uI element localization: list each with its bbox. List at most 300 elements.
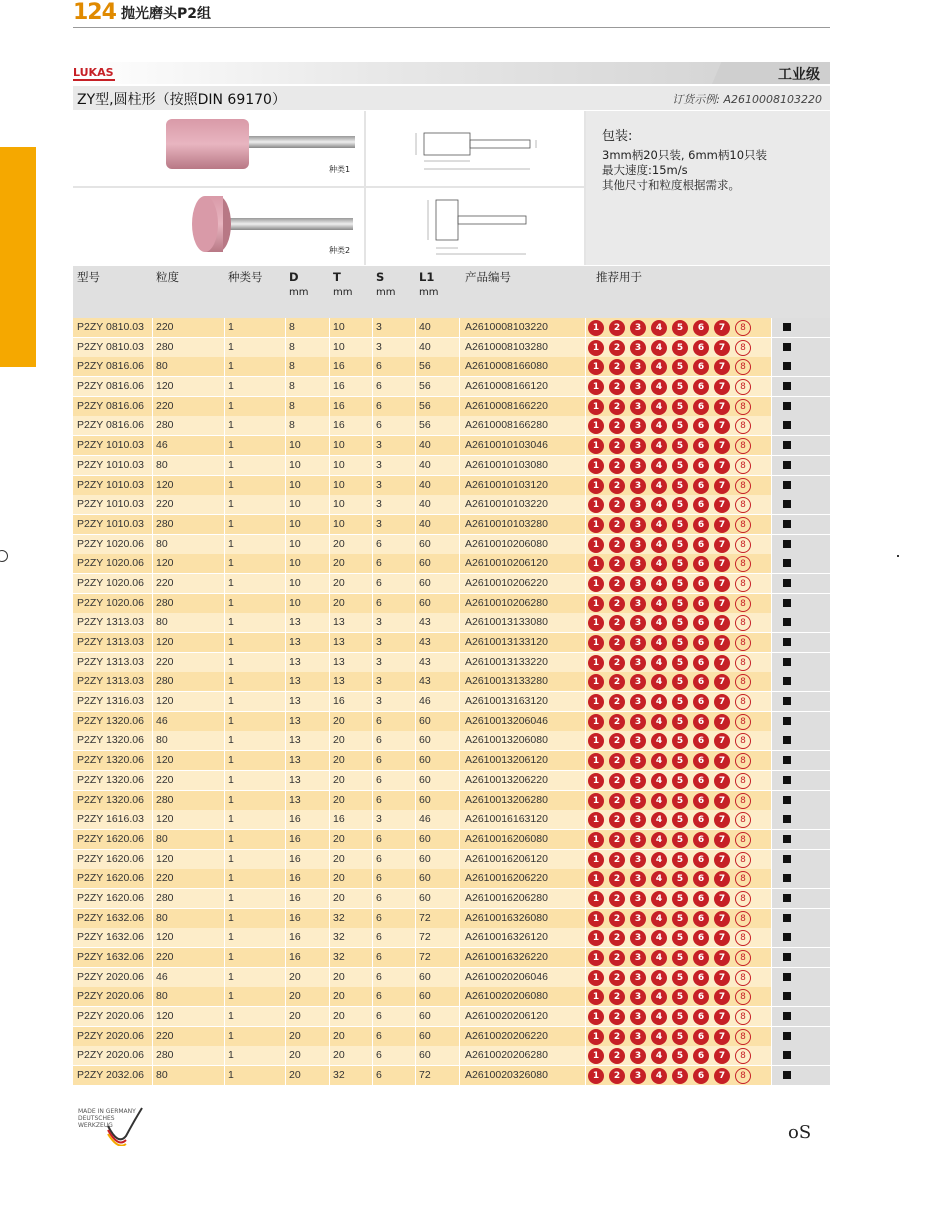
table-row bbox=[73, 1066, 830, 1086]
application-icon-7: 7 bbox=[714, 1029, 730, 1045]
application-icon-4: 4 bbox=[651, 478, 667, 494]
cell-s: 3 bbox=[376, 340, 382, 353]
application-icon-4: 4 bbox=[651, 359, 667, 375]
cell-type: 1 bbox=[228, 557, 234, 570]
cell-grit: 120 bbox=[156, 754, 174, 767]
cell-d: 16 bbox=[289, 872, 301, 885]
application-icon-6: 6 bbox=[693, 714, 709, 730]
recommended-icons bbox=[588, 930, 751, 946]
application-icon-3: 3 bbox=[630, 537, 646, 553]
cell-t: 10 bbox=[333, 478, 345, 491]
cell-model: P2ZY 1313.03 bbox=[77, 675, 144, 688]
application-icon-2: 2 bbox=[609, 418, 625, 434]
availability-square-icon bbox=[783, 559, 791, 567]
application-icon-7: 7 bbox=[714, 714, 730, 730]
cell-t: 20 bbox=[333, 832, 345, 845]
cell-l1: 60 bbox=[419, 596, 431, 609]
cell-grit: 280 bbox=[156, 1049, 174, 1062]
application-icon-3: 3 bbox=[630, 438, 646, 454]
recommended-icons bbox=[588, 537, 751, 553]
application-icon-3: 3 bbox=[630, 517, 646, 533]
cell-d: 13 bbox=[289, 734, 301, 747]
cell-t: 20 bbox=[333, 990, 345, 1003]
cell-product-no: A2610013133080 bbox=[465, 616, 548, 629]
application-icon-5: 5 bbox=[672, 911, 688, 927]
table-row bbox=[73, 869, 830, 889]
application-icon-7: 7 bbox=[714, 753, 730, 769]
table-row bbox=[73, 712, 830, 732]
application-icon-8: 8 bbox=[735, 340, 751, 356]
application-icon-4: 4 bbox=[651, 950, 667, 966]
cell-type: 1 bbox=[228, 813, 234, 826]
table-row bbox=[73, 731, 830, 751]
application-icon-4: 4 bbox=[651, 1029, 667, 1045]
recommended-icons bbox=[588, 832, 751, 848]
application-icon-7: 7 bbox=[714, 1048, 730, 1064]
application-icon-6: 6 bbox=[693, 438, 709, 454]
application-icon-8: 8 bbox=[735, 438, 751, 454]
page-header bbox=[73, 0, 830, 28]
cell-d: 10 bbox=[289, 478, 301, 491]
recommended-icons bbox=[588, 359, 751, 375]
cell-t: 20 bbox=[333, 596, 345, 609]
cell-product-no: A2610013163120 bbox=[465, 695, 548, 708]
cell-product-no: A2610010103080 bbox=[465, 458, 548, 471]
cell-l1: 40 bbox=[419, 458, 431, 471]
application-icon-2: 2 bbox=[609, 1009, 625, 1025]
availability-square-icon bbox=[783, 421, 791, 429]
application-icon-5: 5 bbox=[672, 399, 688, 415]
application-icon-8: 8 bbox=[735, 1029, 751, 1045]
application-icon-1: 1 bbox=[588, 615, 604, 631]
application-icon-1: 1 bbox=[588, 832, 604, 848]
application-icon-1: 1 bbox=[588, 989, 604, 1005]
application-icon-8: 8 bbox=[735, 320, 751, 336]
cell-grit: 120 bbox=[156, 695, 174, 708]
col-l1: L1 mm bbox=[419, 270, 439, 298]
application-icon-1: 1 bbox=[588, 517, 604, 533]
cell-product-no: A2610020206046 bbox=[465, 970, 548, 983]
application-icon-1: 1 bbox=[588, 340, 604, 356]
table-row bbox=[73, 476, 830, 496]
cell-t: 16 bbox=[333, 360, 345, 373]
application-icon-7: 7 bbox=[714, 399, 730, 415]
application-icon-3: 3 bbox=[630, 576, 646, 592]
cell-type: 1 bbox=[228, 1069, 234, 1082]
cell-d: 10 bbox=[289, 537, 301, 550]
application-icon-5: 5 bbox=[672, 537, 688, 553]
cell-l1: 40 bbox=[419, 340, 431, 353]
cell-model: P2ZY 0810.03 bbox=[77, 321, 144, 333]
availability-square-icon bbox=[783, 776, 791, 784]
recommended-icons bbox=[588, 674, 751, 690]
cell-d: 20 bbox=[289, 1029, 301, 1042]
availability-square-icon bbox=[783, 717, 791, 725]
table-row bbox=[73, 810, 830, 830]
recommended-icons bbox=[588, 478, 751, 494]
cell-grit: 120 bbox=[156, 1010, 174, 1023]
application-icon-2: 2 bbox=[609, 1068, 625, 1084]
cell-product-no: A2610010206280 bbox=[465, 596, 548, 609]
application-icon-1: 1 bbox=[588, 1029, 604, 1045]
cell-grit: 46 bbox=[156, 970, 168, 983]
application-icon-7: 7 bbox=[714, 635, 730, 651]
cell-l1: 60 bbox=[419, 990, 431, 1003]
table-row bbox=[73, 928, 830, 948]
cell-s: 6 bbox=[376, 970, 382, 983]
application-icon-4: 4 bbox=[651, 911, 667, 927]
application-icon-3: 3 bbox=[630, 773, 646, 789]
application-icon-6: 6 bbox=[693, 891, 709, 907]
application-icon-4: 4 bbox=[651, 497, 667, 513]
cell-s: 6 bbox=[376, 596, 382, 609]
cell-grit: 220 bbox=[156, 576, 174, 589]
availability-square-icon bbox=[783, 1012, 791, 1020]
recommended-icons bbox=[588, 1029, 751, 1045]
cell-grit: 120 bbox=[156, 380, 174, 393]
application-icon-7: 7 bbox=[714, 497, 730, 513]
application-icon-5: 5 bbox=[672, 950, 688, 966]
table-row bbox=[73, 495, 830, 515]
application-icon-5: 5 bbox=[672, 458, 688, 474]
cell-product-no: A2610016206220 bbox=[465, 872, 548, 885]
application-icon-8: 8 bbox=[735, 950, 751, 966]
cell-model: P2ZY 0816.06 bbox=[77, 399, 144, 412]
availability-square-icon bbox=[783, 933, 791, 941]
recommended-icons bbox=[588, 793, 751, 809]
application-icon-4: 4 bbox=[651, 635, 667, 651]
cell-type: 1 bbox=[228, 458, 234, 471]
table-row bbox=[73, 554, 830, 574]
cell-l1: 60 bbox=[419, 970, 431, 983]
application-icon-2: 2 bbox=[609, 714, 625, 730]
cell-model: P2ZY 2020.06 bbox=[77, 990, 144, 1003]
cell-grit: 80 bbox=[156, 616, 168, 629]
cell-model: P2ZY 1020.06 bbox=[77, 537, 144, 550]
application-icon-7: 7 bbox=[714, 970, 730, 986]
application-icon-5: 5 bbox=[672, 852, 688, 868]
cell-model: P2ZY 1320.06 bbox=[77, 734, 144, 747]
application-icon-6: 6 bbox=[693, 852, 709, 868]
application-icon-2: 2 bbox=[609, 733, 625, 749]
application-icon-1: 1 bbox=[588, 674, 604, 690]
availability-square-icon bbox=[783, 874, 791, 882]
application-icon-1: 1 bbox=[588, 793, 604, 809]
cell-s: 6 bbox=[376, 360, 382, 373]
availability-square-icon bbox=[783, 618, 791, 626]
application-icon-6: 6 bbox=[693, 517, 709, 533]
application-icon-1: 1 bbox=[588, 497, 604, 513]
cell-product-no: A2610016206080 bbox=[465, 832, 548, 845]
application-icon-8: 8 bbox=[735, 773, 751, 789]
application-icon-1: 1 bbox=[588, 694, 604, 710]
application-icon-5: 5 bbox=[672, 773, 688, 789]
application-icon-5: 5 bbox=[672, 615, 688, 631]
cell-l1: 43 bbox=[419, 636, 431, 648]
application-icon-1: 1 bbox=[588, 733, 604, 749]
cell-d: 10 bbox=[289, 557, 301, 570]
cell-l1: 60 bbox=[419, 714, 431, 727]
application-icon-4: 4 bbox=[651, 733, 667, 749]
cell-t: 32 bbox=[333, 1069, 345, 1082]
application-icon-8: 8 bbox=[735, 970, 751, 986]
application-icon-2: 2 bbox=[609, 1029, 625, 1045]
cell-l1: 72 bbox=[419, 951, 431, 963]
cell-s: 6 bbox=[376, 931, 382, 944]
application-icon-2: 2 bbox=[609, 635, 625, 651]
recommended-icons bbox=[588, 615, 751, 631]
cell-s: 6 bbox=[376, 734, 382, 747]
application-icon-4: 4 bbox=[651, 970, 667, 986]
application-icon-3: 3 bbox=[630, 596, 646, 612]
cell-product-no: A2610016206280 bbox=[465, 891, 548, 904]
cell-d: 8 bbox=[289, 419, 295, 432]
recommended-icons bbox=[588, 753, 751, 769]
application-icon-4: 4 bbox=[651, 871, 667, 887]
cell-d: 10 bbox=[289, 576, 301, 589]
table-row bbox=[73, 968, 830, 988]
cell-t: 20 bbox=[333, 734, 345, 747]
recommended-icons bbox=[588, 1068, 751, 1084]
cell-d: 8 bbox=[289, 321, 295, 333]
cell-d: 10 bbox=[289, 517, 301, 530]
application-icon-6: 6 bbox=[693, 418, 709, 434]
cell-t: 10 bbox=[333, 517, 345, 530]
application-icon-5: 5 bbox=[672, 497, 688, 513]
application-icon-3: 3 bbox=[630, 714, 646, 730]
cell-t: 20 bbox=[333, 793, 345, 806]
cell-d: 16 bbox=[289, 951, 301, 963]
cell-type: 1 bbox=[228, 498, 234, 511]
logo-underline bbox=[73, 79, 115, 81]
cell-d: 20 bbox=[289, 1049, 301, 1062]
cell-s: 6 bbox=[376, 832, 382, 845]
cell-d: 13 bbox=[289, 754, 301, 767]
cell-type: 1 bbox=[228, 951, 234, 963]
cell-d: 10 bbox=[289, 458, 301, 471]
availability-square-icon bbox=[783, 1071, 791, 1079]
application-icon-5: 5 bbox=[672, 1029, 688, 1045]
cell-grit: 80 bbox=[156, 537, 168, 550]
cell-l1: 72 bbox=[419, 1069, 431, 1082]
application-icon-1: 1 bbox=[588, 714, 604, 730]
application-icon-2: 2 bbox=[609, 911, 625, 927]
cell-grit: 80 bbox=[156, 832, 168, 845]
application-icon-4: 4 bbox=[651, 418, 667, 434]
oSa-mark: oS bbox=[788, 1122, 812, 1143]
application-icon-3: 3 bbox=[630, 1029, 646, 1045]
application-icon-4: 4 bbox=[651, 930, 667, 946]
cell-model: P2ZY 1020.06 bbox=[77, 576, 144, 589]
cell-grit: 220 bbox=[156, 1029, 174, 1042]
cell-product-no: A2610013206080 bbox=[465, 734, 548, 747]
application-icon-4: 4 bbox=[651, 517, 667, 533]
application-icon-4: 4 bbox=[651, 714, 667, 730]
cell-model: P2ZY 1313.03 bbox=[77, 636, 144, 648]
application-icon-2: 2 bbox=[609, 753, 625, 769]
cell-product-no: A2610010103120 bbox=[465, 478, 548, 491]
cell-t: 10 bbox=[333, 321, 345, 333]
application-icon-6: 6 bbox=[693, 793, 709, 809]
application-icon-7: 7 bbox=[714, 458, 730, 474]
cell-s: 6 bbox=[376, 793, 382, 806]
cell-d: 8 bbox=[289, 360, 295, 373]
order-example: 订货示例: A2610008103220 bbox=[672, 93, 822, 106]
cell-grit: 280 bbox=[156, 340, 174, 353]
cell-product-no: A2610008166280 bbox=[465, 419, 548, 432]
application-icon-2: 2 bbox=[609, 694, 625, 710]
recommended-icons bbox=[588, 418, 751, 434]
table-row bbox=[73, 436, 830, 456]
application-icon-2: 2 bbox=[609, 537, 625, 553]
col-product-no: 产品编号 bbox=[465, 270, 511, 284]
availability-square-icon bbox=[783, 323, 791, 331]
cell-s: 6 bbox=[376, 576, 382, 589]
application-icon-8: 8 bbox=[735, 1048, 751, 1064]
recommended-icons bbox=[588, 871, 751, 887]
cell-type: 1 bbox=[228, 714, 234, 727]
application-icon-3: 3 bbox=[630, 930, 646, 946]
application-icon-2: 2 bbox=[609, 615, 625, 631]
cell-l1: 60 bbox=[419, 832, 431, 845]
table-row bbox=[73, 1027, 830, 1047]
cell-d: 13 bbox=[289, 616, 301, 629]
application-icon-6: 6 bbox=[693, 379, 709, 395]
cell-grit: 220 bbox=[156, 498, 174, 511]
application-icon-4: 4 bbox=[651, 596, 667, 612]
application-icon-8: 8 bbox=[735, 399, 751, 415]
table-row bbox=[73, 377, 830, 397]
application-icon-7: 7 bbox=[714, 379, 730, 395]
cell-model: P2ZY 1632.06 bbox=[77, 931, 144, 944]
recommended-icons bbox=[588, 438, 751, 454]
application-icon-8: 8 bbox=[735, 556, 751, 572]
availability-square-icon bbox=[783, 441, 791, 449]
cell-t: 20 bbox=[333, 754, 345, 767]
cell-type: 1 bbox=[228, 1029, 234, 1042]
application-icon-3: 3 bbox=[630, 753, 646, 769]
grade-label: 工业级 bbox=[778, 67, 820, 83]
cell-grit: 120 bbox=[156, 636, 174, 648]
application-icon-6: 6 bbox=[693, 537, 709, 553]
application-icon-8: 8 bbox=[735, 1068, 751, 1084]
application-icon-2: 2 bbox=[609, 871, 625, 887]
application-icon-3: 3 bbox=[630, 694, 646, 710]
application-icon-5: 5 bbox=[672, 930, 688, 946]
table-row bbox=[73, 338, 830, 358]
application-icon-6: 6 bbox=[693, 989, 709, 1005]
application-icon-7: 7 bbox=[714, 556, 730, 572]
cell-t: 16 bbox=[333, 399, 345, 412]
recommended-icons bbox=[588, 950, 751, 966]
recommended-icons bbox=[588, 635, 751, 651]
cell-d: 13 bbox=[289, 793, 301, 806]
table-row bbox=[73, 889, 830, 909]
cell-product-no: A2610016163120 bbox=[465, 813, 548, 826]
cell-d: 10 bbox=[289, 439, 301, 452]
application-icon-4: 4 bbox=[651, 438, 667, 454]
packaging-info bbox=[586, 111, 830, 265]
table-row bbox=[73, 1007, 830, 1027]
application-icon-8: 8 bbox=[735, 478, 751, 494]
recommended-icons bbox=[588, 379, 751, 395]
cell-s: 6 bbox=[376, 773, 382, 786]
application-icon-3: 3 bbox=[630, 812, 646, 828]
cell-grit: 120 bbox=[156, 813, 174, 826]
application-icon-3: 3 bbox=[630, 852, 646, 868]
cell-grit: 80 bbox=[156, 458, 168, 471]
application-icon-1: 1 bbox=[588, 458, 604, 474]
table-row bbox=[73, 948, 830, 968]
table-row bbox=[73, 613, 830, 633]
application-icon-7: 7 bbox=[714, 478, 730, 494]
application-icon-3: 3 bbox=[630, 674, 646, 690]
availability-square-icon bbox=[783, 736, 791, 744]
availability-square-icon bbox=[783, 343, 791, 351]
cell-type: 1 bbox=[228, 399, 234, 412]
cell-type: 1 bbox=[228, 793, 234, 806]
cell-product-no: A2610013133120 bbox=[465, 636, 548, 648]
cell-type: 1 bbox=[228, 1010, 234, 1023]
col-t: T mm bbox=[333, 270, 353, 298]
application-icon-8: 8 bbox=[735, 753, 751, 769]
packaging-line: 3mm柄20只装, 6mm柄10只装 bbox=[602, 148, 768, 162]
packaging-line: 最大速度:15m/s bbox=[602, 163, 688, 177]
application-icon-7: 7 bbox=[714, 596, 730, 612]
cell-s: 6 bbox=[376, 1069, 382, 1082]
application-icon-3: 3 bbox=[630, 911, 646, 927]
cell-model: P2ZY 2020.06 bbox=[77, 1010, 144, 1023]
application-icon-1: 1 bbox=[588, 320, 604, 336]
cell-t: 20 bbox=[333, 1049, 345, 1062]
cell-s: 6 bbox=[376, 852, 382, 865]
table-header bbox=[73, 266, 830, 318]
packaging-title: 包装: bbox=[602, 129, 633, 144]
cell-s: 6 bbox=[376, 990, 382, 1003]
cell-product-no: A2610013206220 bbox=[465, 773, 548, 786]
table-row bbox=[73, 397, 830, 417]
recommended-icons bbox=[588, 576, 751, 592]
recommended-icons bbox=[588, 596, 751, 612]
cell-d: 8 bbox=[289, 340, 295, 353]
application-icon-5: 5 bbox=[672, 320, 688, 336]
page-title: 抛光磨头P2组 bbox=[121, 6, 212, 22]
availability-square-icon bbox=[783, 402, 791, 410]
application-icon-8: 8 bbox=[735, 655, 751, 671]
cell-t: 16 bbox=[333, 419, 345, 432]
application-icon-5: 5 bbox=[672, 891, 688, 907]
col-model: 型号 bbox=[77, 270, 100, 284]
application-icon-5: 5 bbox=[672, 871, 688, 887]
application-icon-2: 2 bbox=[609, 359, 625, 375]
cell-type: 1 bbox=[228, 773, 234, 786]
application-icon-1: 1 bbox=[588, 1068, 604, 1084]
application-icon-2: 2 bbox=[609, 517, 625, 533]
cell-model: P2ZY 1632.06 bbox=[77, 911, 144, 924]
cell-l1: 72 bbox=[419, 931, 431, 944]
application-icon-3: 3 bbox=[630, 832, 646, 848]
application-icon-7: 7 bbox=[714, 852, 730, 868]
product-photo-type2 bbox=[73, 188, 364, 265]
cell-model: P2ZY 0816.06 bbox=[77, 380, 144, 393]
application-icon-1: 1 bbox=[588, 478, 604, 494]
application-icon-5: 5 bbox=[672, 714, 688, 730]
cell-l1: 60 bbox=[419, 537, 431, 550]
cell-l1: 46 bbox=[419, 813, 431, 826]
table-row bbox=[73, 633, 830, 653]
application-icon-1: 1 bbox=[588, 438, 604, 454]
application-icon-5: 5 bbox=[672, 655, 688, 671]
